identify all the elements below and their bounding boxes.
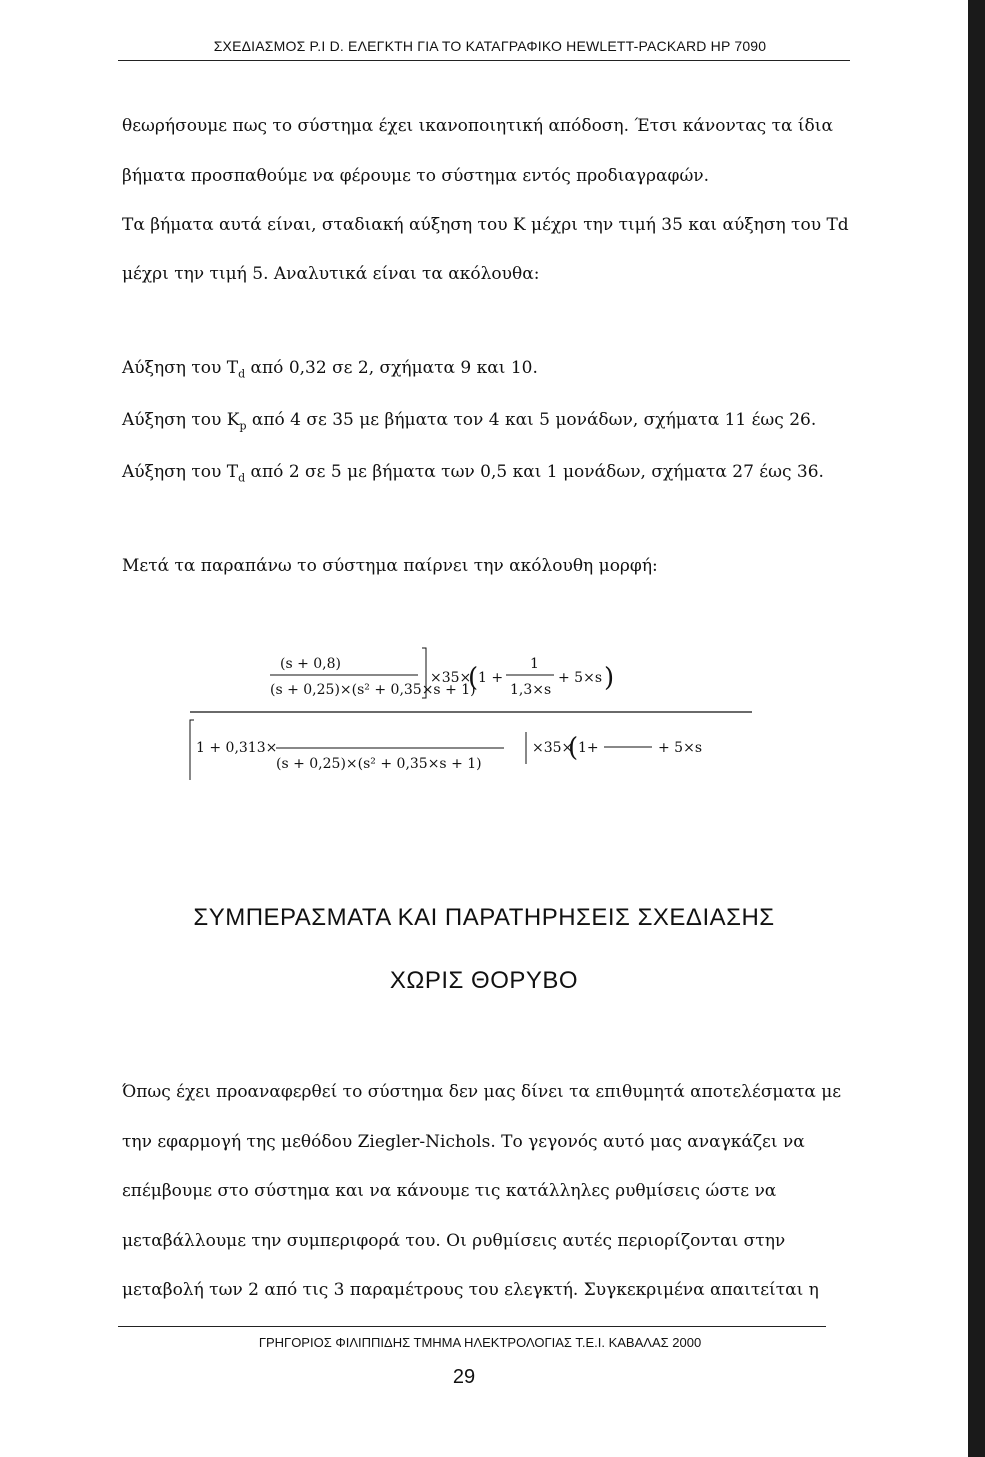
header-rule	[118, 60, 850, 61]
formula-num-top: (s + 0,8)	[280, 656, 342, 672]
step-1-pre: Αύξηση του T	[122, 358, 239, 378]
step-2-sub: p	[239, 419, 247, 433]
formula-den-frac: (s + 0,25)×(s² + 0,35×s + 1)	[276, 756, 482, 772]
formula-plus-5s: + 5×s	[558, 670, 603, 686]
step-3-post: από 2 σε 5 με βήματα των 0,5 και 1 μονάδων, σχήματα 27 έως 36.	[245, 462, 824, 482]
conclusion-line-2: την εφαρμογή της μεθόδου Ziegler-Nichols. Το γεγονός αυτό μας αναγκάζει να	[122, 1132, 805, 1152]
section-title-line-2: ΧΩΡΙΣ ΘΟΡΥΒΟ	[389, 967, 579, 994]
section-title-line-1: ΣΥΜΠΕΡΑΣΜΑΤΑ ΚΑΙ ΠΑΡΑΤΗΡΗΣΕΙΣ ΣΧΕΔΙΑΣΗΣ	[193, 904, 775, 931]
body-line-1: θεωρήσουμε πως το σύστημα έχει ικανοποιητική απόδοση. Έτσι κάνοντας τα ίδια	[122, 116, 833, 136]
running-header: ΣΧΕΔΙΑΣΜΟΣ P.I D. ΕΛΕΓΚΤΗ ΓΙΑ ΤΟ ΚΑΤΑΓΡΑΦΙΚΟ HEWLETT-PACKARD HP 7090	[213, 38, 767, 54]
formula-pi-den: 1,3×s	[510, 682, 552, 698]
formula-mult-bottom: ×35×	[532, 740, 574, 756]
formula-den-bracket	[190, 720, 194, 780]
formula-pi-num: 1	[530, 656, 539, 672]
step-3-pre: Αύξηση του T	[122, 462, 239, 482]
step-1-sub: d	[238, 367, 246, 381]
step-2-post: από 4 σε 35 με βήματα τον 4 και 5 μονάδων, σχήματα 11 έως 26.	[246, 410, 817, 430]
formula-mult-top: ×35×	[430, 670, 472, 686]
body-line-3: Τα βήματα αυτά είναι, σταδιακή αύξηση του K μέχρι την τιμή 35 και αύξηση του Td	[122, 215, 849, 235]
formula-den-lead: 1 + 0,313×	[196, 740, 278, 756]
conclusion-line-1: Όπως έχει προαναφερθεί το σύστημα δεν μας δίνει τα επιθυμητά αποτελέσματα με	[122, 1082, 842, 1102]
formula-paren-close: )	[604, 663, 615, 693]
transfer-function-formula	[160, 640, 760, 780]
footer-rule	[118, 1326, 826, 1327]
conclusion-line-3: επέμβουμε στο σύστημα και να κάνουμε τις κατάλληλες ρυθμίσεις ώστε να	[122, 1181, 777, 1201]
footer-text: ΓΡΗΓΟΡΙΟΣ ΦΙΛΙΠΠΙΔΗΣ ΤΜΗΜΑ ΗΛΕΚΤΡΟΛΟΓΙΑΣ Τ.Ε.Ι. ΚΑΒΑΛΑΣ 2000	[258, 1335, 702, 1350]
step-1-post: από 0,32 σε 2, σχήματα 9 και 10.	[245, 358, 538, 378]
step-3-sub: d	[238, 471, 246, 485]
step-1	[122, 358, 538, 380]
scan-edge-bar	[968, 0, 985, 1457]
formula-paren-open: (	[468, 663, 479, 693]
body-line-4: μέχρι την τιμή 5. Αναλυτικά είναι τα ακόλουθα:	[122, 264, 540, 284]
formula-den-plus-5s: + 5×s	[658, 740, 703, 756]
formula-one-plus: 1 +	[478, 670, 504, 686]
page-number: 29	[452, 1366, 476, 1388]
step-2	[122, 410, 816, 432]
formula-intro: Μετά τα παραπάνω το σύστημα παίρνει την ακόλουθη μορφή:	[122, 556, 658, 576]
body-line-2: βήματα προσπαθούμε να φέρουμε το σύστημα εντός προδιαγραφών.	[122, 166, 710, 186]
formula-den-one-plus: 1+	[578, 740, 599, 756]
step-2-pre: Αύξηση του K	[122, 410, 240, 430]
conclusion-line-4: μεταβάλλουμε την συμπεριφορά του. Οι ρυθμίσεις αυτές περιορίζονται στην	[122, 1231, 786, 1251]
formula-num-bottom: (s + 0,25)×(s² + 0,35×s + 1)	[270, 682, 476, 698]
step-3	[122, 462, 824, 484]
conclusion-line-5: μεταβολή των 2 από τις 3 παραμέτρους του ελεγκτή. Συγκεκριμένα απαιτείται η	[122, 1280, 819, 1300]
formula-den-paren-open: (	[568, 733, 579, 763]
